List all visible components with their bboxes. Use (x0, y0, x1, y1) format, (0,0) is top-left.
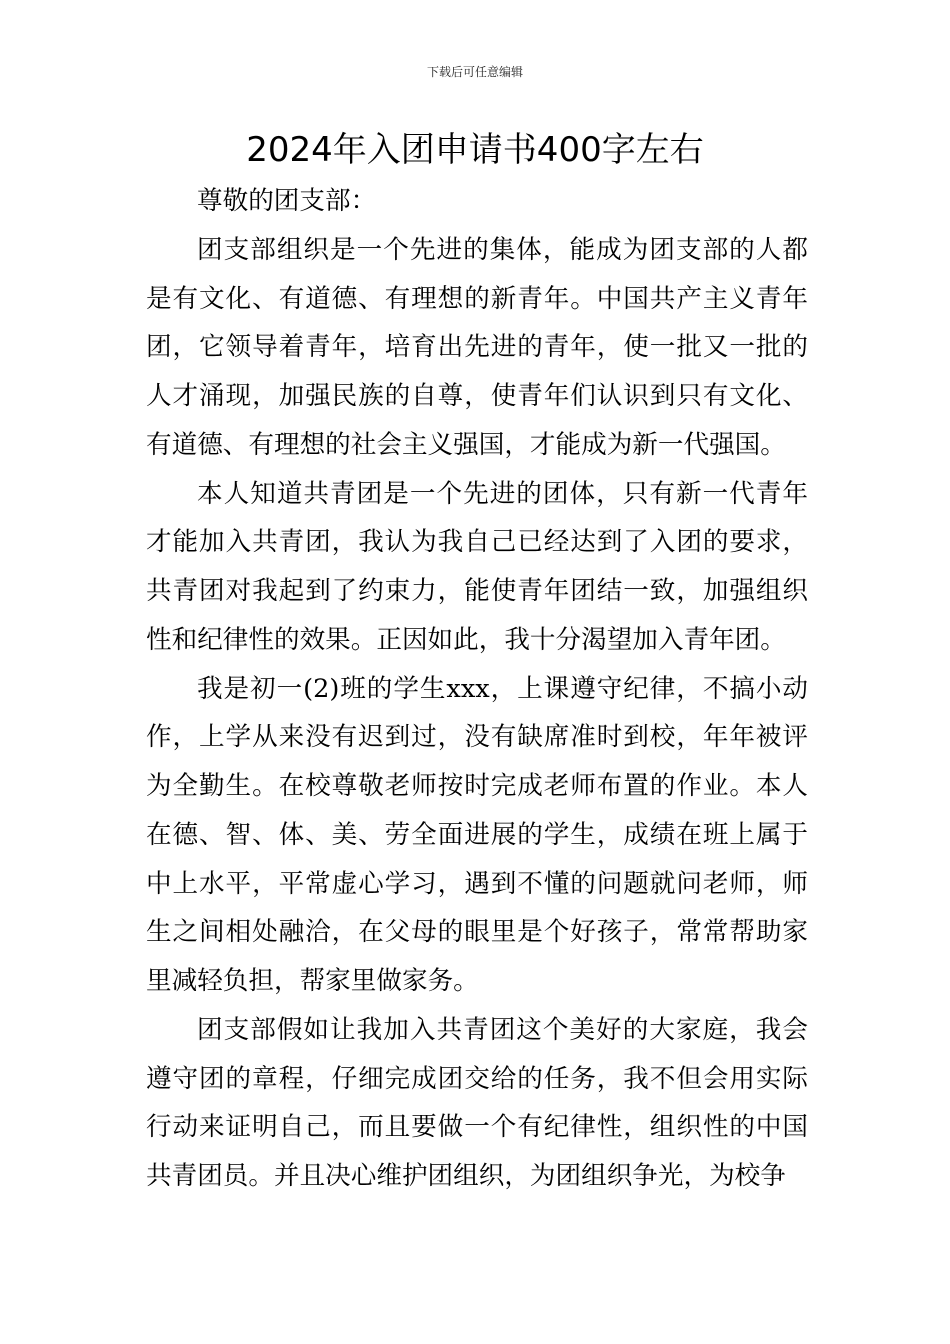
paragraph: 团支部组织是一个先进的集体，能成为团支部的人都是有文化、有道德、有理想的新青年。中国共产主义青年团，它领导着青年，培育出先进的青年，使一批又一批的人才涌现，加强民族的自尊，使青年们认识到只有文化、有道德、有理想的社会主义强国，才能成为新一代强国。 (146, 234, 808, 460)
paragraph: 我是初一(2)班的学生xxx，上课遵守纪律，不搞小动作，上学从来没有迟到过，没有缺席准时到校，年年被评为全勤生。在校尊敬老师按时完成老师布置的作业。本人在德、智、体、美、劳全面进展的学生，成绩在班上属于中上水平，平常虚心学习，遇到不懂的问题就问老师，师生之间相处融洽，在父母的眼里是个好孩子，常常帮助家里减轻负担，帮家里做家务。 (146, 673, 808, 996)
document-title: 2024年入团申请书400字左右 (246, 130, 704, 170)
salutation: 尊敬的团支部： (197, 186, 377, 216)
paragraph: 本人知道共青团是一个先进的团体，只有新一代青年才能加入共青团，我认为我自己已经达到了入团的要求，共青团对我起到了约束力，能使青年团结一致，加强组织性和纪律性的效果。正因如此，我十分渴望加入青年团。 (146, 478, 808, 655)
paragraph: 团支部假如让我加入共青团这个美好的大家庭，我会遵守团的章程，仔细完成团交给的任务，我不但会用实际行动来证明自己，而且要做一个有纪律性，组织性的中国共青团员。并且决心维护团组织，为团组织争光，为校争 (146, 1014, 808, 1191)
document-body (146, 177, 808, 1201)
header-note: 下载后可任意编辑 (426, 65, 523, 79)
